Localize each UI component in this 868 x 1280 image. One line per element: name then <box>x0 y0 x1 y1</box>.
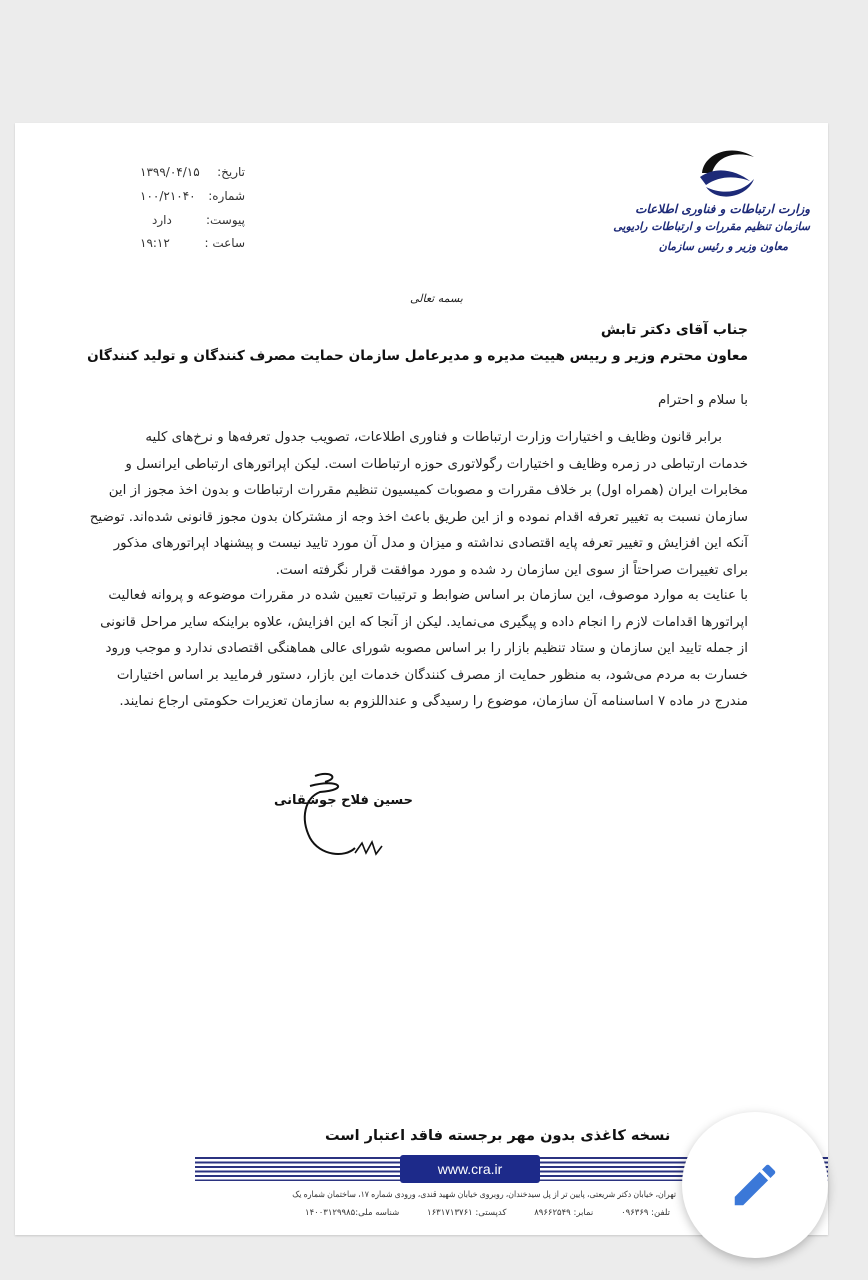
recipient-title: معاون محترم وزیر و رییس هییت مدیره و مدیرعامل سازمان حمایت مصرف کنندگان و تولید کنندگان <box>87 348 748 364</box>
footer-address: تهران، خیابان دکتر شریعتی، پایین تر از پل سیدخندان، روبروی خیابان شهید قندی، ورودی شماره ۱۷، ساختمان شماره یک <box>292 1189 676 1199</box>
pencil-icon <box>728 1158 782 1212</box>
org-line: معاون وزیر و رئیس سازمان <box>658 240 788 253</box>
meta-time <box>140 236 245 250</box>
meta-label: شماره: <box>208 189 245 203</box>
body-line: با عنایت به موارد موصوف، این سازمان بر اساس ضوابط و ترتیبات تعیین شده در مقررات موضوعه و پروانه فعالیت <box>108 588 748 603</box>
footer-contacts <box>305 1208 670 1218</box>
body-line: برای تغییرات صراحتاً از سوی این سازمان رد شده و مورد موافقت قرار نگرفته است. <box>275 563 748 578</box>
footer-notice: نسخه کاغذی بدون مهر برجسته فاقد اعتبار است <box>325 1128 671 1144</box>
body-line: مندرج در ماده ۷ اساسنامه آن سازمان، موضوع را رسیدگی و عنداللزوم به سازمان تعزیرات حکومتی ارجاع نمایند. <box>119 694 748 710</box>
body-line: برابر قانون وظایف و اختیارات وزارت ارتباطات و فناوری اطلاعات، تصویب جدول تعرفه‌ها و نرخ‌های کلیه <box>145 430 722 445</box>
footer-postal: کدپستی: ۱۶۳۱۷۱۳۷۶۱ <box>427 1208 507 1218</box>
edit-button[interactable] <box>682 1112 828 1258</box>
body-line: اپراتورها اقدامات لازم را انجام داده و پیگیری می‌نماید. لیکن از آنجا که این افزایش، علاوه براینکه سایر مراحل قانونی <box>100 614 748 630</box>
recipient-name: جناب آقای دکتر تابش <box>600 322 748 338</box>
meta-number <box>140 189 245 203</box>
meta-value: دارد <box>152 213 172 227</box>
body-line: سازمان نسبت به تغییر تعرفه اقدام نموده و از این طریق باعث اخذ وجه از مشترکان بدون مجوز قانونی شده‌اند. توضیح <box>89 509 748 525</box>
greeting: با سلام و احترام <box>658 393 748 408</box>
signatory-name: حسین فلاح جوشقانی <box>274 793 413 808</box>
meta-date <box>140 165 245 179</box>
body-line: آنکه این افزایش و تغییر تعرفه پایه اقتصادی نداشته و میزان و مدل آن مورد تایید نیست و پیشنهاد اپراتورهای مذکور <box>113 536 748 552</box>
meta-value: ۱۰۰/۲۱۰۴۰ <box>140 189 196 203</box>
body-line: خدمات ارتباطی در زمره وظایف و اختیارات رگولاتوری حوزه ارتباطات است. لیکن اپراتورهای ارتباطی ایرانسل و <box>125 456 748 472</box>
meta-label: ساعت : <box>204 236 245 250</box>
meta-value: ۱۹:۱۲ <box>140 236 170 250</box>
footer-national-id: شناسه ملی:۱۴۰۰۳۱۲۹۹۸۵ <box>305 1208 400 1218</box>
meta-value: ۱۳۹۹/۰۴/۱۵ <box>140 165 200 179</box>
meta-label: پیوست: <box>205 213 245 227</box>
org-line: وزارت ارتباطات و فناوری اطلاعات <box>635 202 810 216</box>
signature-icon <box>270 768 390 868</box>
body-line: خسارت به مردم می‌شود، به منظور حمایت از مصرف کنندگان خدمات این بازار، دستور فرمایید بر اساس اختیارات <box>116 667 748 683</box>
body-line: از جمله تایید این سازمان و ستاد تنظیم بازار را بر اساس مصوبه شورای عالی هماهنگی اقتصادی ندارد و موجب ورود <box>105 641 748 657</box>
meta-label: تاریخ: <box>217 165 245 179</box>
cra-logo-icon <box>692 143 762 201</box>
website-link[interactable]: www.cra.ir <box>400 1155 540 1183</box>
body-line: مخابرات ایران (همراه اول) بر خلاف مقررات و مصوبات کمیسیون تنظیم مقررات ارتباطات و بدون اخذ مجوز از این <box>108 483 748 499</box>
footer-fax: نمابر: ۸۹۶۶۲۵۴۹ <box>534 1208 594 1218</box>
footer-phone: تلفن: ۰۹۶۳۶۹ <box>621 1208 670 1218</box>
invocation: بسمه تعالی <box>410 292 463 305</box>
meta-attachment <box>140 213 245 227</box>
org-line: سازمان تنظیم مقررات و ارتباطات رادیویی <box>613 220 810 233</box>
